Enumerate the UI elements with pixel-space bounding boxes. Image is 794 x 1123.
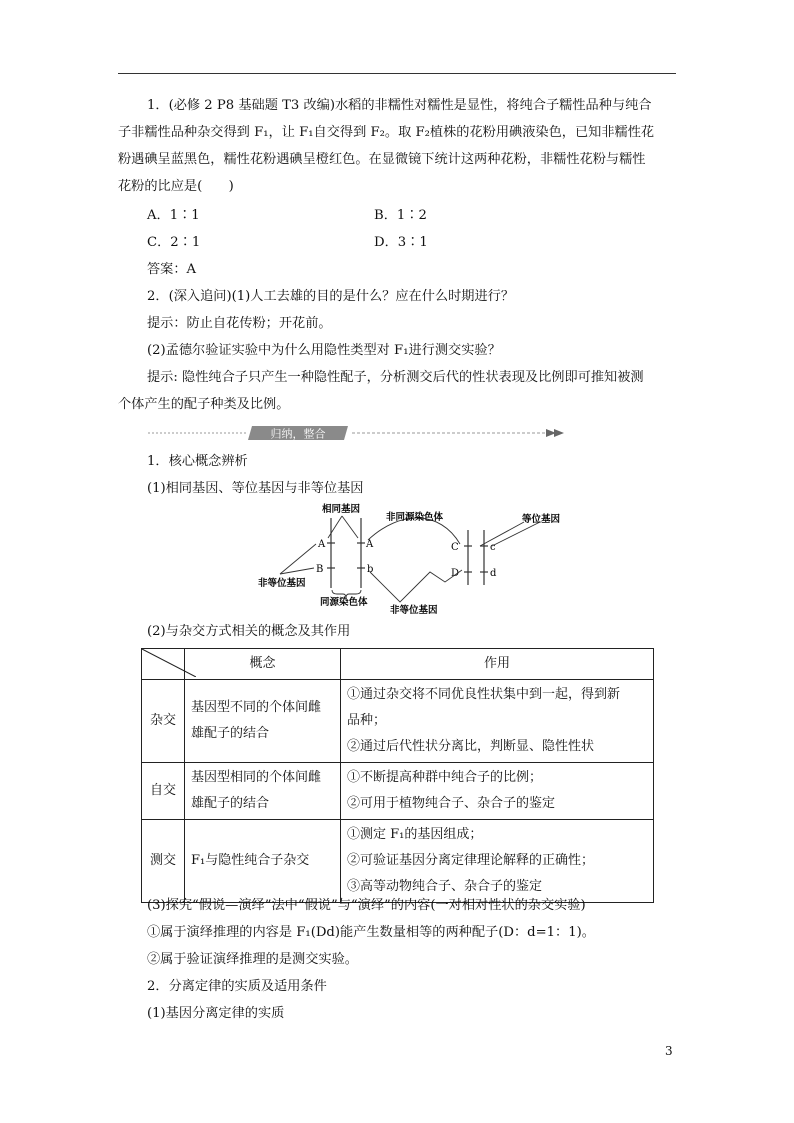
- gene-B: B: [316, 564, 324, 575]
- row-name: 测交: [142, 820, 185, 903]
- option-c: C．2∶1: [147, 235, 201, 250]
- banner-label: 归纳，整合: [270, 427, 326, 441]
- row-name: 杂交: [142, 680, 185, 763]
- role-line: ③高等动物纯合子、杂合子的鉴定: [347, 879, 543, 894]
- row-concept: [185, 763, 341, 820]
- row-concept: [185, 680, 341, 763]
- label-non-homologous: 非同源染色体: [386, 512, 444, 523]
- option-b: B．1∶2: [374, 208, 427, 223]
- item2: ②属于验证演绎推理的是测交实验。: [147, 952, 358, 967]
- q1-line3: 粉遇碘呈蓝黑色，糯性花粉遇碘呈橙红色。在显微镜下统计这两种花粉，非糯性花粉与糯性: [118, 152, 646, 167]
- table-header-row: [142, 649, 654, 680]
- header-rule: [118, 73, 676, 74]
- q1-line1: 1．(必修 2 P8 基础题 T3 改编)水稻的非糯性对糯性是显性，将纯合子糯性品种与纯合: [147, 98, 652, 113]
- page-number: 3: [665, 1044, 673, 1058]
- gene-d: d: [490, 568, 497, 579]
- homologous-chromosome-right: [357, 518, 365, 588]
- gene-diagram: [250, 500, 590, 618]
- section2-sub: (1)基因分离定律的实质: [147, 1006, 285, 1021]
- item1: ①属于演绎推理的内容是 F₁(Dd)能产生数量相等的两种配子(D：d=1：1)。: [147, 925, 595, 940]
- role-line: ②通过后代性状分离比，判断显、隐性性状: [347, 739, 595, 754]
- gene-A2: A: [366, 539, 374, 550]
- table-corner-cell: [142, 649, 185, 680]
- summary-banner: [148, 425, 568, 441]
- diagram-leader-lines: [280, 516, 540, 602]
- label-non-allele-left: 非等位基因: [258, 578, 306, 589]
- header-role: 作用: [341, 649, 654, 680]
- concept-line: F₁与隐性纯合子杂交: [191, 853, 310, 868]
- role-line: ①通过杂交将不同优良性状集中到一起，得到新: [347, 687, 621, 702]
- table-row: [142, 763, 654, 820]
- row-role: [341, 820, 654, 903]
- q1-line4: 花粉的比应是( ): [118, 179, 234, 194]
- q1-answer: 答案：A: [147, 262, 197, 277]
- q2-hint1: 提示：防止自花传粉；开花前。: [147, 316, 332, 331]
- section1-sub2: (2)与杂交方式相关的概念及其作用: [147, 624, 351, 639]
- diagonal-line: [142, 649, 196, 677]
- gene-c: c: [490, 542, 496, 553]
- section1-sub1: (1)相同基因、等位基因与非等位基因: [147, 481, 364, 496]
- table-row: [142, 820, 654, 903]
- role-line: ②可验证基因分离定律理论解释的正确性；: [347, 853, 595, 868]
- gene-C: C: [451, 542, 459, 553]
- table-row: [142, 680, 654, 763]
- label-non-allele-bottom: 非等位基因: [390, 605, 438, 616]
- chromosome-cd-left: [464, 530, 472, 585]
- header-concept: 概念: [185, 649, 341, 680]
- concept-line: 基因型不同的个体间雌: [191, 700, 322, 715]
- option-a: A．1∶1: [147, 208, 200, 223]
- label-homologous: 同源染色体: [320, 597, 368, 608]
- section1-sub3: (3)探究“假说—演绎”法中“假说”与“演绎”的内容(一对相对性状的杂交实验): [147, 898, 586, 913]
- role-line: ②可用于植物纯合子、杂合子的鉴定: [347, 796, 556, 811]
- row-concept: [185, 820, 341, 903]
- row-role: [341, 680, 654, 763]
- row-name: 自交: [142, 763, 185, 820]
- section2-title: 2．分离定律的实质及适用条件: [147, 979, 327, 994]
- concept-line: 雄配子的结合: [191, 726, 270, 741]
- q1-line2: 子非糯性品种杂交得到 F₁，让 F₁自交得到 F₂。取 F₂植株的花粉用碘液染色，已知非糯性花: [118, 125, 655, 140]
- chromosome-cd-right: [480, 530, 488, 585]
- role-line: 品种；: [347, 713, 387, 728]
- q2-line1: 2．(深入追问)(1)人工去雄的目的是什么？应在什么时期进行？: [147, 289, 515, 304]
- q2-line2: (2)孟德尔验证实验中为什么用隐性类型对 F₁进行测交实验？: [147, 343, 501, 358]
- role-line: ①测定 F₁的基因组成；: [347, 827, 483, 842]
- section1-title: 1．核心概念辨析: [147, 454, 248, 469]
- concept-table: [141, 648, 654, 903]
- row-role: [341, 763, 654, 820]
- gene-A1: A: [318, 539, 326, 550]
- q2-hint2b: 个体产生的配子种类及比例。: [118, 397, 290, 412]
- option-d: D．3∶1: [374, 235, 428, 250]
- concept-line: 基因型相同的个体间雌: [191, 770, 322, 785]
- concept-line: 雄配子的结合: [191, 796, 270, 811]
- q2-hint2a: 提示: 隐性纯合子只产生一种隐性配子，分析测交后代的性状表现及比例即可推知被测: [147, 370, 644, 385]
- label-allele: 等位基因: [522, 514, 561, 525]
- role-line: ①不断提高种群中纯合子的比例；: [347, 770, 543, 785]
- gene-D: D: [451, 568, 460, 579]
- label-same-gene: 相同基因: [322, 504, 361, 515]
- gene-b: b: [367, 564, 374, 575]
